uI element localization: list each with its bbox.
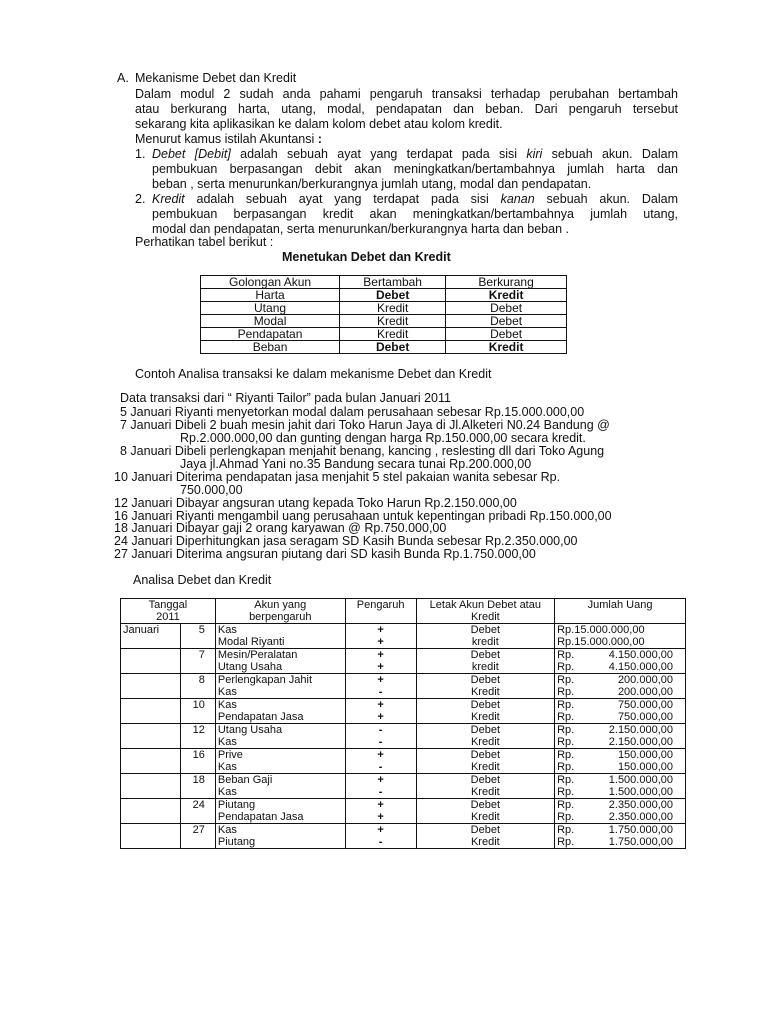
table2-row [121, 761, 686, 774]
transaction-line: Rp.2.000.000,00 dan gunting dengan harga Rp.150.000,00 secara kredit. [180, 431, 586, 445]
amount-currency: Rp. [557, 661, 575, 673]
table2-cell: Pendapatan Jasa [215, 811, 345, 824]
table2-cell [121, 661, 181, 674]
amount-value: 1.500.000,00 [608, 774, 673, 786]
transaction-line: 12 Januari Dibayar angsuran utang kepada Toko Harun Rp.2.150.000,00 [114, 496, 517, 510]
table2-cell: 27 [180, 824, 215, 837]
table2-cell: - [345, 686, 416, 699]
amount-cell [557, 799, 683, 811]
table2-row [121, 824, 686, 837]
table2-cell [121, 711, 181, 724]
header-jumlah: Jumlah Uang [555, 599, 686, 624]
table2-cell [180, 686, 215, 699]
amount-currency: Rp. [557, 711, 575, 723]
table2-cell: Kas [215, 699, 345, 712]
def2-side: kanan [500, 192, 535, 206]
table1-row [201, 328, 567, 341]
def1-mid: adalah sebuah ayat yang terdapat pada sisi [240, 147, 518, 161]
amount-currency: Rp. [557, 811, 575, 823]
table2-cell: + [345, 699, 416, 712]
amount-value: 200.000,00 [617, 686, 673, 698]
header-tanggal-year: 2011 [156, 611, 180, 623]
analisa-debet-kredit-table [120, 598, 686, 849]
amount-currency: Rp. [557, 686, 575, 698]
intro-line-1: Dalam modul 2 sudah anda pahami pengaruh transaksi terhadap perubahan bertambah [135, 87, 678, 101]
table2-cell: Utang Usaha [215, 724, 345, 737]
table1-cell: Kredit [446, 341, 567, 354]
table2-cell: Debet [416, 774, 555, 787]
table2-cell [180, 761, 215, 774]
table2-cell [121, 811, 181, 824]
table2-row [121, 636, 686, 649]
table1-header-cell: Golongan Akun [201, 276, 340, 289]
amount-currency: Rp. [557, 836, 575, 848]
header-letak-line2: Kredit [470, 611, 500, 623]
table2-cell: kredit [416, 661, 555, 674]
table2-cell: Debet [416, 749, 555, 762]
def2-mid: adalah sebuah ayat yang terdapat pada sisi [196, 192, 489, 206]
kamus-line [135, 132, 322, 147]
table2-cell: Kas [215, 786, 345, 799]
table1-header-row [201, 276, 567, 289]
table2-cell: Kas [215, 824, 345, 837]
table1-header-cell: Bertambah [340, 276, 446, 289]
def2-line-1 [152, 192, 678, 207]
table2-row [121, 674, 686, 687]
analisa-title: Analisa Debet dan Kredit [133, 573, 272, 587]
kamus-text: Menurut kamus istilah Akuntansi [135, 132, 315, 146]
table2-cell: + [345, 636, 416, 649]
amount-value: 750.000,00 [617, 699, 673, 711]
header-tanggal [121, 599, 216, 624]
debet-kredit-rules-table [200, 275, 567, 354]
table2-cell [121, 799, 181, 812]
table1-cell: Modal [201, 315, 340, 328]
transaction-line: 10 Januari Diterima pendapatan jasa menjahit 5 stel pakaian wanita sebesar Rp. [114, 470, 561, 484]
table1-cell: Pendapatan [201, 328, 340, 341]
table1-header-cell: Berkurang [446, 276, 567, 289]
def1-term: Debet [Debit] [152, 147, 231, 161]
table2-cell [180, 711, 215, 724]
table1-row [201, 289, 567, 302]
header-pengaruh: Pengaruh [345, 599, 416, 624]
table2-cell: Kredit [416, 686, 555, 699]
table1-cell: Debet [340, 341, 446, 354]
table2-cell: + [345, 811, 416, 824]
table2-cell [555, 699, 686, 712]
table2-cell: + [345, 711, 416, 724]
table2-cell: Kas [215, 761, 345, 774]
table1-cell: Kredit [340, 315, 446, 328]
header-letak [416, 599, 555, 624]
def2-end: sebuah akun. Dalam [546, 192, 678, 206]
data-transaksi-line: Data transaksi dari “ Riyanti Tailor” pada bulan Januari 2011 [120, 391, 451, 405]
table2-cell: Perlengkapan Jahit [215, 674, 345, 687]
table2-row [121, 699, 686, 712]
table2-cell: Kas [215, 624, 345, 637]
amount-cell [557, 636, 683, 648]
section-title: Mekanisme Debet dan Kredit [135, 71, 297, 85]
table2-cell: 24 [180, 799, 215, 812]
table2-cell: - [345, 724, 416, 737]
amount-currency: Rp. [557, 674, 575, 686]
table2-row [121, 724, 686, 737]
table2-cell [555, 624, 686, 637]
table1-cell: Debet [446, 315, 567, 328]
table2-cell: - [345, 836, 416, 849]
table2-cell: Kredit [416, 811, 555, 824]
transaction-line: 18 Januari Dibayar gaji 2 orang karyawan @ Rp.750.000,00 [114, 521, 447, 535]
table2-cell: Kas [215, 686, 345, 699]
table2-cell [180, 661, 215, 674]
table2-cell [121, 736, 181, 749]
table1-row [201, 341, 567, 354]
amount-value: 4.150.000,00 [608, 649, 673, 661]
table2-cell: + [345, 661, 416, 674]
table2-row [121, 811, 686, 824]
table2-cell: 8 [180, 674, 215, 687]
amount-currency: Rp. [557, 699, 575, 711]
amount-currency: Rp. [557, 649, 575, 661]
table2-cell: Utang Usaha [215, 661, 345, 674]
table2-row [121, 786, 686, 799]
table2-cell: 10 [180, 699, 215, 712]
table2-cell: + [345, 824, 416, 837]
table2-cell: + [345, 649, 416, 662]
amount-cell [557, 774, 683, 786]
table2-cell [121, 649, 181, 662]
table2-row [121, 661, 686, 674]
amount-value: 2.350.000,00 [608, 811, 673, 823]
table2-cell: 12 [180, 724, 215, 737]
amount-currency: Rp. [557, 786, 575, 798]
amount-cell [557, 686, 683, 698]
amount-value: 750.000,00 [617, 711, 673, 723]
def1-line-1 [152, 147, 678, 162]
table2-cell [121, 724, 181, 737]
table2-cell: Mesin/Peralatan [215, 649, 345, 662]
amount-cell [557, 724, 683, 736]
header-akun-line1: Akun yang [254, 599, 307, 611]
table1-cell: Kredit [340, 302, 446, 315]
table2-cell: 18 [180, 774, 215, 787]
amount-currency: Rp. [557, 749, 575, 761]
def2-term: Kredit [152, 192, 185, 206]
transaction-line: 750.000,00 [180, 483, 243, 497]
table1-cell: Utang [201, 302, 340, 315]
table2-row [121, 711, 686, 724]
table2-cell [555, 836, 686, 849]
table2-cell: Kredit [416, 761, 555, 774]
table2-cell: + [345, 799, 416, 812]
table2-cell: kredit [416, 636, 555, 649]
table2-row [121, 649, 686, 662]
table2-cell [555, 749, 686, 762]
table2-cell: Kredit [416, 836, 555, 849]
table2-row [121, 774, 686, 787]
table2-cell [555, 811, 686, 824]
amount-currency: Rp.15.000.000,00 [557, 624, 645, 636]
header-akun [215, 599, 345, 624]
header-akun-line2: berpengaruh [249, 611, 312, 623]
table2-cell: + [345, 674, 416, 687]
section-marker: A. [117, 71, 129, 85]
table2-cell: Kas [215, 736, 345, 749]
amount-value: 150.000,00 [617, 749, 673, 761]
table2-cell: Modal Riyanti [215, 636, 345, 649]
table1-cell: Harta [201, 289, 340, 302]
table1-title: Menetukan Debet dan Kredit [282, 250, 451, 264]
table2-cell [555, 649, 686, 662]
table2-cell [555, 661, 686, 674]
table2-cell [180, 836, 215, 849]
amount-value: 4.150.000,00 [608, 661, 673, 673]
header-tanggal-label: Tanggal [148, 599, 188, 611]
table2-cell: Piutang [215, 799, 345, 812]
table2-cell [555, 786, 686, 799]
table2-cell [555, 636, 686, 649]
amount-cell [557, 649, 683, 661]
table2-cell [180, 786, 215, 799]
transaction-line: 8 Januari Dibeli perlengkapan menjahit benang, kancing , reslesting dll dari Toko Agung [120, 444, 605, 458]
table2-cell: 5 [180, 624, 215, 637]
amount-cell [557, 624, 683, 636]
intro-line-3: sekarang kita aplikasikan ke dalam kolom debet atau kolom kredit. [135, 117, 503, 131]
table2-cell: 7 [180, 649, 215, 662]
def2-line-3: modal dan pendapatan, serta menurunkan/berkurangnya harta dan beban . [152, 222, 569, 236]
table2-cell [555, 799, 686, 812]
amount-cell [557, 761, 683, 773]
def1-side: kiri [526, 147, 543, 161]
table2-cell [121, 786, 181, 799]
amount-cell [557, 699, 683, 711]
table2-cell [555, 711, 686, 724]
table1-cell: Debet [446, 328, 567, 341]
table2-cell [555, 686, 686, 699]
header-letak-line1: Letak Akun Debet atau [429, 599, 541, 611]
table2-row [121, 686, 686, 699]
amount-cell [557, 674, 683, 686]
amount-value: 2.150.000,00 [608, 724, 673, 736]
table2-cell: Debet [416, 824, 555, 837]
amount-currency: Rp. [557, 761, 575, 773]
transaction-line: 24 Januari Diperhitungkan jasa seragam SD Kasih Bunda sebesar Rp.2.350.000,00 [114, 534, 578, 548]
amount-value: 200.000,00 [617, 674, 673, 686]
amount-cell [557, 736, 683, 748]
table2-cell [121, 636, 181, 649]
amount-currency: Rp. [557, 799, 575, 811]
table2-cell [555, 674, 686, 687]
kamus-colon: : [317, 132, 322, 146]
table2-row [121, 624, 686, 637]
table1-cell: Beban [201, 341, 340, 354]
transaction-line: 5 Januari Riyanti menyetorkan modal dalam perusahaan sebesar Rp.15.000.000,00 [120, 405, 585, 419]
table2-cell [180, 736, 215, 749]
table2-row [121, 799, 686, 812]
table2-cell: Kredit [416, 711, 555, 724]
amount-cell [557, 811, 683, 823]
table2-cell: Debet [416, 649, 555, 662]
def2-line-2: pembukuan berpasangan kredit akan meningkatkan/bertambahnya jumlah utang, [152, 207, 678, 221]
table2-cell: + [345, 774, 416, 787]
table2-cell [121, 761, 181, 774]
table2-cell [121, 699, 181, 712]
transaction-line: 27 Januari Diterima angsuran piutang dari SD kasih Bunda Rp.1.750.000,00 [114, 547, 536, 561]
amount-currency: Rp. [557, 824, 575, 836]
amount-currency: Rp.15.000.000,00 [557, 636, 645, 648]
amount-value: 2.150.000,00 [608, 736, 673, 748]
table2-header-row [121, 599, 686, 624]
amount-currency: Rp. [557, 774, 575, 786]
table2-cell: Prive [215, 749, 345, 762]
table2-cell: Debet [416, 699, 555, 712]
table2-cell: Debet [416, 624, 555, 637]
amount-cell [557, 749, 683, 761]
table2-cell: Piutang [215, 836, 345, 849]
table2-cell [121, 836, 181, 849]
table2-cell: 16 [180, 749, 215, 762]
amount-cell [557, 661, 683, 673]
def2-number: 2. [135, 192, 146, 206]
transaction-line: Jaya jl.Ahmad Yani no.35 Bandung secara tunai Rp.200.000,00 [180, 457, 532, 471]
amount-currency: Rp. [557, 724, 575, 736]
table2-cell: Januari [121, 624, 181, 637]
amount-cell [557, 711, 683, 723]
table2-cell [555, 724, 686, 737]
table2-cell [180, 636, 215, 649]
table1-cell: Debet [446, 302, 567, 315]
amount-currency: Rp. [557, 736, 575, 748]
contoh-line: Contoh Analisa transaksi ke dalam mekanisme Debet dan Kredit [135, 367, 492, 381]
table2-cell [555, 761, 686, 774]
transaction-line: 7 Januari Dibeli 2 buah mesin jahit dari Toko Harun Jaya di Jl.Alketeri N0.24 Bandung @ [120, 418, 610, 432]
table2-cell: Beban Gaji [215, 774, 345, 787]
amount-cell [557, 836, 683, 848]
amount-value: 1.750.000,00 [608, 824, 673, 836]
perhatikan-line: Perhatikan tabel berikut : [135, 235, 274, 249]
table2-cell: Kredit [416, 786, 555, 799]
def1-end: sebuah akun. Dalam [551, 147, 678, 161]
amount-value: 2.350.000,00 [608, 799, 673, 811]
intro-line-2: atau berkurang harta, utang, modal, pendapatan dan beban. Dari pengaruh tersebut [135, 102, 678, 116]
table1-row [201, 302, 567, 315]
table2-cell: Debet [416, 724, 555, 737]
table2-cell: Debet [416, 799, 555, 812]
table2-cell [555, 774, 686, 787]
def1-line-2: pembukuan berpasangan debit akan meningkatkan/bertambahnya jumlah harta dan [152, 162, 678, 176]
table2-row [121, 736, 686, 749]
table2-cell [555, 736, 686, 749]
table2-cell [121, 749, 181, 762]
transaction-line: 16 Januari Riyanti mengambil uang perusahaan untuk kepentingan pribadi Rp.150.000,00 [114, 509, 612, 523]
table2-cell [121, 686, 181, 699]
table1-cell: Debet [340, 289, 446, 302]
table2-row [121, 749, 686, 762]
table2-cell: + [345, 749, 416, 762]
table2-cell [121, 774, 181, 787]
amount-cell [557, 786, 683, 798]
amount-value [673, 624, 683, 636]
table2-cell: Debet [416, 674, 555, 687]
table2-cell: Pendapatan Jasa [215, 711, 345, 724]
def1-line-3: beban , serta menurunkan/berkurangnya jumlah utang, modal dan pendapatan. [152, 177, 592, 191]
amount-value [673, 636, 683, 648]
table2-cell [555, 824, 686, 837]
table2-row [121, 836, 686, 849]
table2-cell [121, 674, 181, 687]
amount-value: 1.500.000,00 [608, 786, 673, 798]
amount-value: 150.000,00 [617, 761, 673, 773]
table2-cell [121, 824, 181, 837]
amount-cell [557, 824, 683, 836]
table2-cell [180, 811, 215, 824]
table2-cell: - [345, 761, 416, 774]
table2-cell: + [345, 624, 416, 637]
def1-number: 1. [135, 147, 146, 161]
table1-row [201, 315, 567, 328]
table1-cell: Kredit [446, 289, 567, 302]
amount-value: 1.750.000,00 [608, 836, 673, 848]
table2-cell: Kredit [416, 736, 555, 749]
table1-cell: Kredit [340, 328, 446, 341]
table2-cell: - [345, 736, 416, 749]
table2-cell: - [345, 786, 416, 799]
